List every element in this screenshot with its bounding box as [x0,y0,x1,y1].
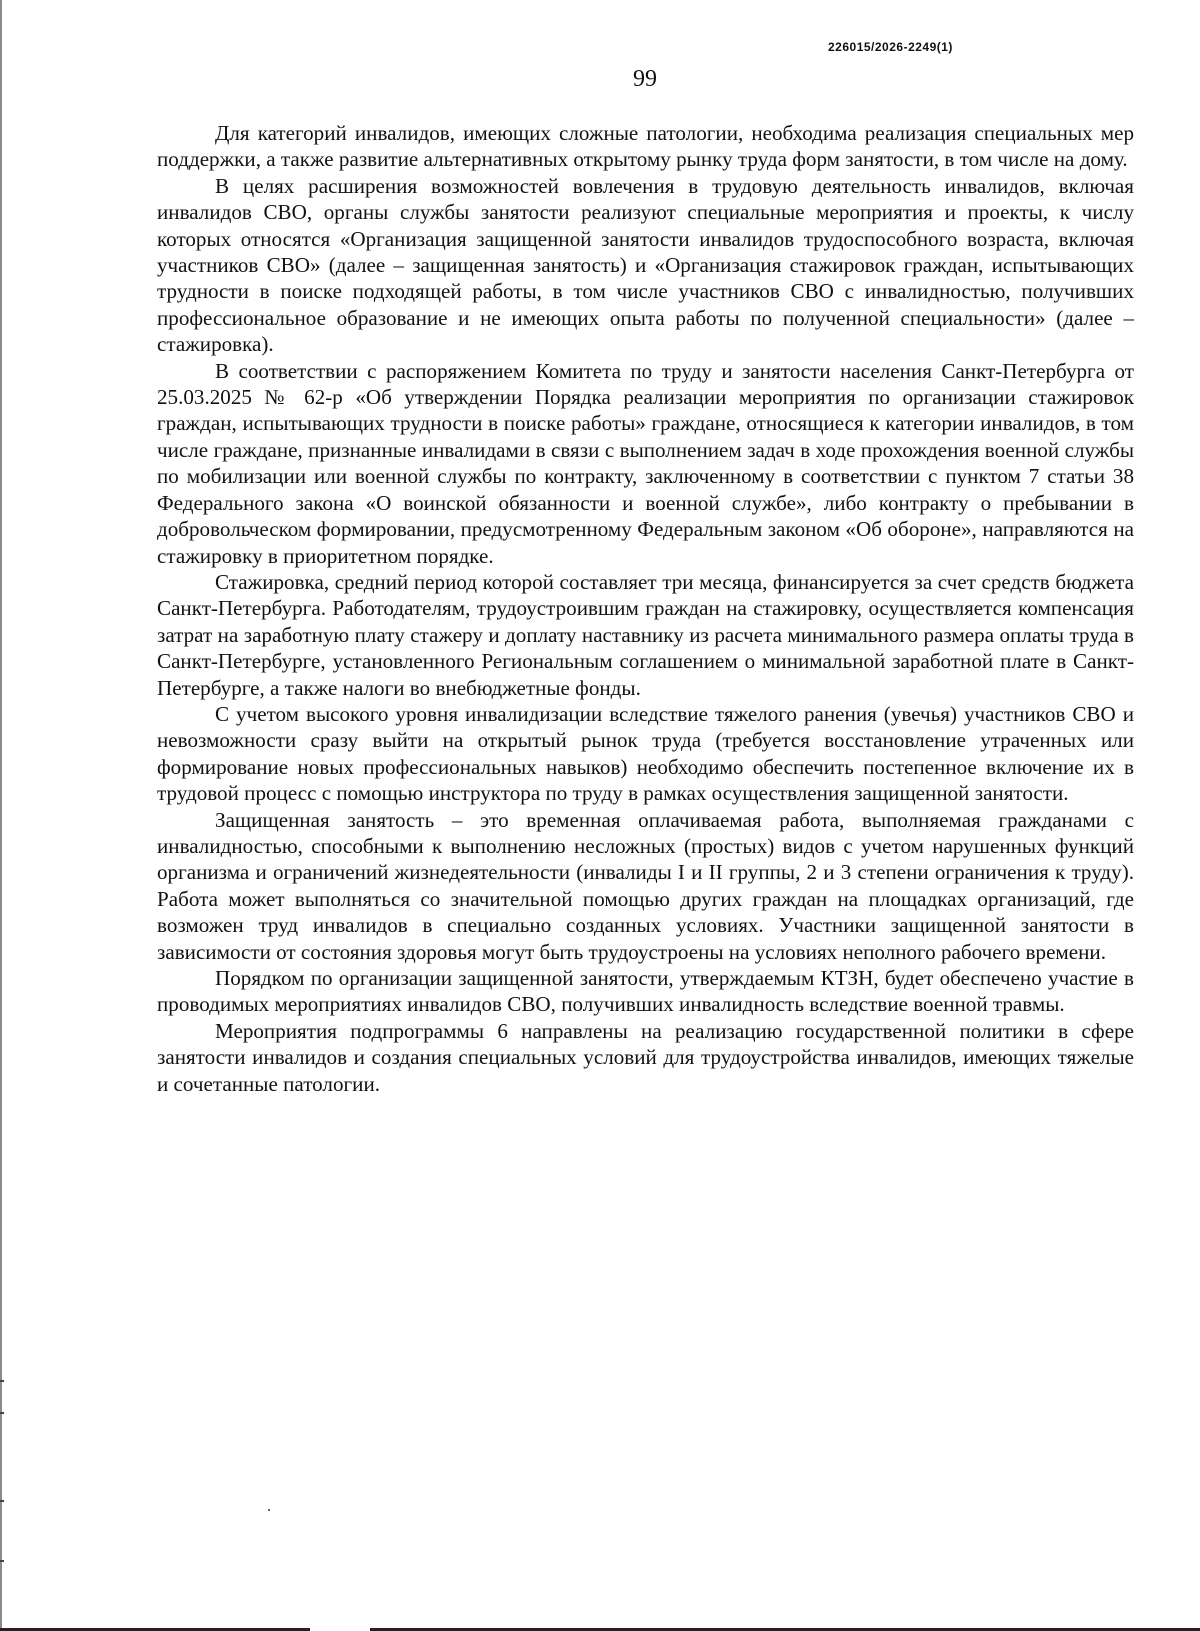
paragraph: Стажировка, средний период которой составляет три месяца, финансируется за счет средств бюджета Санкт-Петербурга. Работодателям, трудоустроившим граждан на стажировку, осуществляется компенсация затрат на заработную плату стажеру и доплату наставнику из расчета минимального размера оплаты труда в Санкт-Петербурге, установленного Региональным соглашением о минимальной заработной плате в Санкт-Петербурге, а также налоги во внебюджетные фонды. [157,569,1134,700]
scan-mark [0,1560,4,1562]
paragraph: С учетом высокого уровня инвалидизации вследствие тяжелого ранения (увечья) участников СВО и невозможности сразу выйти на открытый рынок труда (требуется восстановление утраченных или формирование новых профессиональных навыков) необходимо обеспечить постепенное включение их в трудовой процесс с помощью инструктора по труду в рамках осуществления защищенной занятости. [157,701,1134,806]
document-registration-number: 226015/2026-2249(1) [828,40,953,54]
paragraph: Для категорий инвалидов, имеющих сложные патологии, необходима реализация специальных мер поддержки, а также развитие альтернативных открытому рынку труда форм занятости, в том числе на дому. [157,121,1134,172]
scan-speck [268,1509,270,1511]
paragraph: В целях расширения возможностей вовлечения в трудовую деятельность инвалидов, включая инвалидов СВО, органы службы занятости реализуют специальные мероприятия и проекты, к числу которых относятся «Организация защищенной занятости инвалидов трудоспособного возраста, включая участников СВО» (далее – защищенная занятость) и «Организация стажировок граждан, испытывающих трудности в поиске подходящей работы, в том числе участников СВО с инвалидностью, получивших профессиональное образование и не имеющих опыта работы по полученной специальности» (далее – стажировка). [157,173,1134,357]
scan-mark [0,1380,4,1382]
document-body [157,120,1134,1097]
scan-mark [0,1500,4,1502]
paragraph: Порядком по организации защищенной занятости, утверждаемым КТЗН, будет обеспечено участие в проводимых мероприятиях инвалидов СВО, получивших инвалидность вследствие военной травмы. [157,966,1134,1017]
page-number: 99 [633,66,657,92]
paragraph: Мероприятия подпрограммы 6 направлены на реализацию государственной политики в сфере занятости инвалидов и создания специальных условий для трудоустройства инвалидов, имеющих тяжелые и сочетанные патологии. [157,1018,1134,1096]
paragraph: Защищенная занятость – это временная оплачиваемая работа, выполняемая гражданами с инвалидностью, способными к выполнению несложных (простых) видов с учетом нарушенных функций организма и ограничений жизнедеятельности (инвалиды I и II группы, 2 и 3 степени ограничения к труду). Работа может выполняться со значительной помощью других граждан на площадках организаций, где возможен труд инвалидов в специально созданных условиях. Участники защищенной занятости в зависимости от состояния здоровья могут быть трудоустроены на условиях неполного рабочего времени. [157,807,1134,964]
scan-edge-left [0,0,2,1631]
paragraph: В соответствии с распоряжением Комитета по труду и занятости населения Санкт-Петербурга от 25.03.2025 № 62-р «Об утверждении Порядка реализации мероприятия по организации стажировок граждан, испытывающих трудности в поиске работы» граждане, относящиеся к категории инвалидов, в том числе граждане, признанные инвалидами в связи с выполнением задач в ходе прохождения военной службы по мобилизации или военной службы по контракту, заключенному в соответствии с пунктом 7 статьи 38 Федерального закона «О воинской обязанности и военной службе», либо контракту о пребывании в добровольческом формировании, предусмотренному Федеральным законом «Об обороне», направляются на стажировку в приоритетном порядке. [157,358,1134,568]
scan-mark [0,1412,4,1414]
